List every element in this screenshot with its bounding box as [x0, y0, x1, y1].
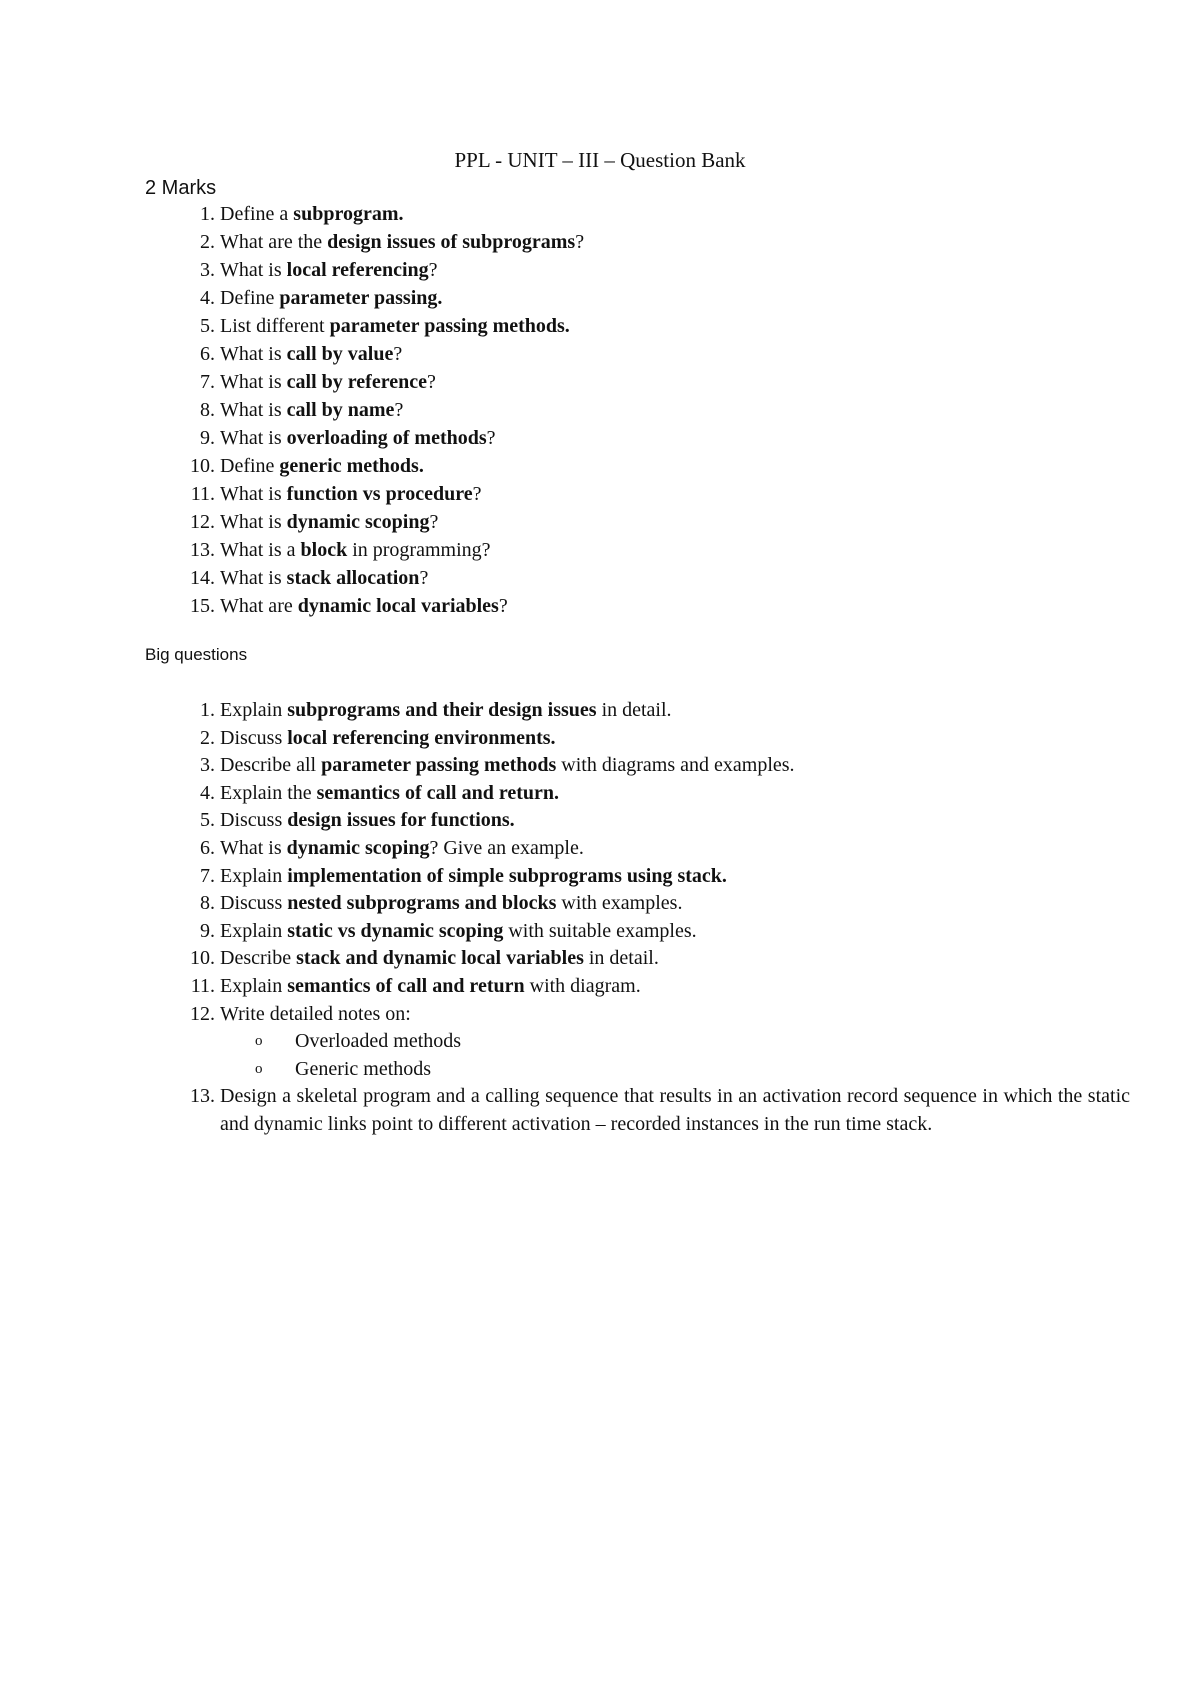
question-number: 9. [200, 919, 215, 942]
question-text [220, 947, 659, 969]
question-text-part: Discuss [220, 726, 288, 749]
question-item [145, 200, 1130, 228]
question-text-part: What is [220, 483, 287, 505]
question-text-part: Explain [220, 974, 288, 997]
question-keyword: parameter passing methods. [329, 315, 570, 337]
question-keyword: subprograms and their design issues [287, 699, 597, 721]
question-text [220, 699, 672, 721]
question-text [220, 259, 438, 281]
question-item [145, 284, 1130, 312]
question-keyword: local referencing [286, 259, 429, 281]
question-number: 11. [190, 974, 215, 997]
question-keyword: semantics of call and return [287, 974, 525, 997]
question-text [220, 371, 436, 393]
question-text-part: ? [394, 399, 404, 421]
question-text [220, 754, 795, 776]
question-number: 6. [200, 836, 215, 859]
question-text [220, 483, 481, 505]
question-number: 7. [200, 864, 215, 887]
question-text-part: with suitable examples. [503, 919, 697, 942]
question-text [220, 809, 515, 831]
question-text-part: ? [428, 259, 438, 281]
question-item [145, 452, 1130, 480]
question-item [145, 228, 1130, 256]
question-number: 12. [190, 511, 215, 533]
question-number: 13. [190, 1085, 215, 1108]
question-text [220, 455, 424, 477]
question-text-part: with diagram. [524, 974, 641, 997]
question-number: 3. [200, 259, 215, 281]
question-text-part: Write detailed notes on: [220, 1002, 411, 1025]
question-item [145, 973, 1130, 1001]
question-text-part: Explain [220, 864, 288, 887]
question-item [145, 807, 1130, 835]
question-text-part: with diagrams and examples. [556, 754, 795, 777]
question-text [220, 399, 403, 421]
question-item [145, 918, 1130, 946]
question-text-part: ? Give an example. [429, 836, 584, 859]
sub-bullet-text: Overloaded methods [295, 1030, 462, 1053]
question-text [220, 427, 496, 449]
question-text-part: What is [220, 567, 287, 589]
question-item [145, 697, 1130, 725]
question-number: 14. [190, 567, 215, 589]
question-keyword: call by value [286, 343, 394, 365]
question-number: 2. [200, 231, 215, 253]
question-text [220, 343, 402, 365]
page-title: PPL - UNIT – III – Question Bank [454, 148, 746, 172]
question-keyword: dynamic local variables [297, 595, 499, 617]
question-text [220, 865, 727, 887]
question-text-part: ? [486, 427, 496, 449]
question-keyword: subprogram. [293, 203, 404, 225]
question-keyword: dynamic scoping [286, 836, 430, 859]
question-keyword: dynamic scoping [286, 511, 430, 533]
question-text-part: in detail. [583, 947, 659, 970]
question-text [220, 315, 570, 337]
question-text [220, 595, 508, 617]
question-item [145, 536, 1130, 564]
question-keyword: block [300, 539, 348, 561]
question-text-part: What is [220, 343, 287, 365]
question-keyword: overloading of methods [286, 427, 487, 449]
question-text [220, 511, 438, 533]
question-item [145, 396, 1130, 424]
question-number: 5. [200, 809, 215, 832]
question-text-part: Explain [220, 699, 288, 721]
question-text-part: Explain [220, 919, 288, 942]
question-text-part: What is a [220, 539, 301, 561]
question-number: 15. [190, 595, 215, 617]
question-number: 9. [200, 427, 215, 449]
question-number: 1. [200, 699, 215, 721]
question-number: 4. [200, 781, 215, 804]
question-number: 4. [200, 287, 215, 309]
question-item [145, 368, 1130, 396]
question-item [145, 592, 1130, 620]
question-text-part: What is [220, 371, 287, 393]
question-text-part: ? [575, 231, 585, 253]
section-heading-2-marks: 2 Marks [145, 177, 217, 199]
question-text [220, 975, 641, 997]
question-text-part: What is [220, 259, 287, 281]
question-item [145, 725, 1130, 753]
question-text [220, 837, 584, 859]
question-keyword: stack allocation [286, 567, 420, 589]
question-text-part: What is [220, 427, 287, 449]
question-text-part: ? [498, 595, 508, 617]
two-marks-question-list [145, 200, 1130, 620]
question-number: 3. [200, 754, 215, 777]
question-item [145, 564, 1130, 592]
question-text-part: Discuss [220, 809, 288, 832]
question-number: 11. [190, 483, 215, 505]
question-keyword: function vs procedure [286, 483, 473, 505]
question-text [220, 1083, 1130, 1138]
question-item [145, 835, 1130, 863]
sub-bullet-item [220, 1056, 1130, 1084]
question-text-part: Describe all [220, 754, 322, 777]
question-number: 1. [200, 203, 215, 225]
sub-bullet-item [220, 1028, 1130, 1056]
question-keyword: generic methods. [279, 455, 424, 477]
question-text-part: in detail. [596, 699, 672, 721]
question-item [145, 256, 1130, 284]
question-keyword: parameter passing. [279, 287, 443, 309]
question-keyword: design issues for functions. [287, 809, 515, 832]
question-text [220, 203, 404, 225]
question-keyword: parameter passing methods [321, 754, 557, 777]
question-number: 2. [200, 726, 215, 749]
question-item [145, 312, 1130, 340]
question-item [145, 424, 1130, 452]
sub-bullet-list [220, 1028, 1130, 1083]
question-keyword: stack and dynamic local variables [296, 947, 584, 970]
question-text [220, 727, 556, 749]
question-number: 10. [190, 947, 215, 970]
question-item [145, 1001, 1130, 1084]
question-text [220, 782, 559, 804]
question-text-part: What is [220, 399, 287, 421]
bullet-icon: o [255, 1033, 263, 1050]
question-number: 12. [190, 1002, 215, 1025]
question-item [145, 780, 1130, 808]
question-text-part: What are [220, 595, 298, 617]
question-text-part: in programming? [347, 539, 491, 561]
question-text-part: Discuss [220, 892, 288, 915]
question-text-part: Define [220, 455, 280, 477]
question-text-part: ? [419, 567, 429, 589]
question-item [145, 1083, 1130, 1138]
question-text-part: What is [220, 511, 287, 533]
question-text-part: Define [220, 287, 280, 309]
question-text [220, 287, 442, 309]
question-number: 8. [200, 892, 215, 915]
question-text-part: Define a [220, 203, 294, 225]
question-number: 13. [190, 539, 215, 561]
question-text [220, 231, 584, 253]
question-item [145, 863, 1130, 891]
question-keyword: call by name [286, 399, 395, 421]
question-item [145, 508, 1130, 536]
sub-bullet-text: Generic methods [295, 1057, 432, 1080]
big-questions-list [145, 697, 1130, 1139]
bullet-icon: o [255, 1060, 263, 1077]
question-text [220, 567, 428, 589]
section-heading-big-questions: Big questions [145, 645, 248, 664]
question-keyword: local referencing environments. [287, 726, 556, 749]
question-item [145, 890, 1130, 918]
question-item [145, 945, 1130, 973]
question-text [220, 1003, 411, 1025]
question-number: 8. [200, 399, 215, 421]
question-text [220, 539, 491, 561]
question-number: 7. [200, 371, 215, 393]
question-keyword: static vs dynamic scoping [287, 919, 504, 942]
question-keyword: call by reference [286, 371, 427, 393]
question-item [145, 752, 1130, 780]
question-text-part: ? [472, 483, 482, 505]
question-item [145, 480, 1130, 508]
question-text-part: List different [220, 315, 330, 337]
question-text-part: with examples. [556, 892, 683, 915]
question-number: 6. [200, 343, 215, 365]
question-text-part: Design a skeletal program and a calling sequence that results in an activation record sequence in which the static and dynamic links point to different activation – recorded instances in the run time stack. [220, 1085, 1130, 1135]
question-text-part: What is [220, 836, 287, 859]
question-number: 5. [200, 315, 215, 337]
question-number: 10. [190, 455, 215, 477]
question-keyword: design issues of subprograms [327, 231, 576, 253]
question-keyword: nested subprograms and blocks [287, 892, 557, 915]
question-keyword: semantics of call and return. [316, 781, 560, 804]
question-text-part: Explain the [220, 781, 317, 804]
question-keyword: implementation of simple subprograms using stack. [287, 864, 727, 887]
question-text [220, 892, 682, 914]
question-text-part: ? [426, 371, 436, 393]
question-text [220, 920, 697, 942]
question-item [145, 340, 1130, 368]
question-text-part: What are the [220, 231, 328, 253]
question-text-part: ? [393, 343, 403, 365]
question-text-part: Describe [220, 947, 297, 970]
question-text-part: ? [429, 511, 439, 533]
